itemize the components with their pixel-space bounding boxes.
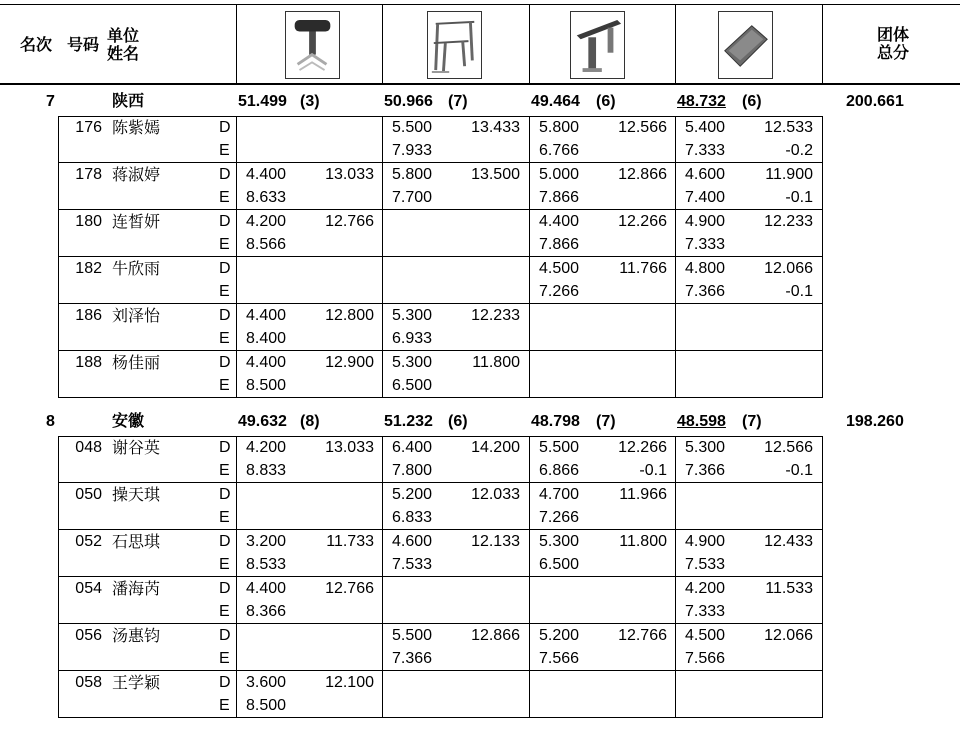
team-place-vault: (8) <box>300 413 320 430</box>
e-score: 7.866 <box>539 236 580 253</box>
team-place-floor: (6) <box>742 93 762 110</box>
penalty: -0.1 <box>785 462 813 479</box>
d-score: 4.800 <box>685 260 726 277</box>
team-score-bars: 51.232 <box>384 413 433 430</box>
d-score: 6.400 <box>392 439 433 456</box>
e-score: 7.566 <box>685 650 726 667</box>
d-score: 4.200 <box>685 580 726 597</box>
e-score: 7.533 <box>685 556 726 573</box>
number-header: 号码 <box>67 37 100 54</box>
athlete-name: 刘泽怡 <box>112 306 161 325</box>
e-score: 7.366 <box>392 650 433 667</box>
team-score-floor: 48.732 <box>677 93 726 110</box>
final-score: 13.433 <box>471 119 520 136</box>
athlete-number: 188 <box>75 354 102 371</box>
athlete-name: 牛欣雨 <box>112 259 161 278</box>
athlete-number: 050 <box>75 486 102 503</box>
d-score: 5.400 <box>685 119 726 136</box>
d-score: 3.200 <box>246 533 287 550</box>
e-score: 8.500 <box>246 377 287 394</box>
d-score: 4.900 <box>685 533 726 550</box>
balance-beam-icon <box>570 11 625 79</box>
team-total: 198.260 <box>846 413 904 430</box>
athlete-name: 石思琪 <box>112 532 161 551</box>
final-score: 12.766 <box>618 627 667 644</box>
e-score: 7.566 <box>539 650 580 667</box>
team-name: 陕西 <box>112 93 145 110</box>
e-score: 7.700 <box>392 189 433 206</box>
column-divider <box>822 436 823 718</box>
final-score: 12.800 <box>325 307 374 324</box>
e-score: 7.866 <box>539 189 580 206</box>
d-score: 4.600 <box>685 166 726 183</box>
final-score: 12.233 <box>471 307 520 324</box>
final-score: 12.566 <box>764 439 813 456</box>
d-score: 4.200 <box>246 213 287 230</box>
team-name: 安徽 <box>112 413 145 430</box>
athlete-number: 178 <box>75 166 102 183</box>
final-score: 13.033 <box>325 166 374 183</box>
e-score: 8.533 <box>246 556 287 573</box>
team-place-beam: (6) <box>596 93 616 110</box>
final-score: 11.533 <box>765 580 813 597</box>
final-score: 12.866 <box>471 627 520 644</box>
d-score: 4.400 <box>246 580 287 597</box>
athlete-number: 048 <box>75 439 102 456</box>
team-score-beam: 49.464 <box>531 93 580 110</box>
d-score: 5.500 <box>392 627 433 644</box>
team-rank: 7 <box>46 93 55 110</box>
execution-label: E <box>219 283 230 300</box>
e-score: 8.400 <box>246 330 287 347</box>
name-header: 姓名 <box>107 46 140 63</box>
final-score: 12.866 <box>618 166 667 183</box>
athlete-row <box>58 530 822 577</box>
execution-label: E <box>219 142 230 159</box>
final-score: 12.900 <box>325 354 374 371</box>
athlete-row <box>58 116 822 163</box>
e-score: 6.866 <box>539 462 580 479</box>
final-score: 11.800 <box>619 533 667 550</box>
athlete-number: 186 <box>75 307 102 324</box>
floor-exercise-icon <box>718 11 773 79</box>
athlete-row <box>58 624 822 671</box>
penalty: -0.1 <box>639 462 667 479</box>
athlete-row <box>58 163 822 210</box>
difficulty-label: D <box>219 119 231 136</box>
d-score: 4.500 <box>539 260 580 277</box>
athlete-row <box>58 210 822 257</box>
d-score: 4.500 <box>685 627 726 644</box>
e-score: 8.500 <box>246 697 287 714</box>
team-score-beam: 48.798 <box>531 413 580 430</box>
final-score: 12.066 <box>764 627 813 644</box>
final-score: 13.033 <box>325 439 374 456</box>
d-score: 4.900 <box>685 213 726 230</box>
e-score: 7.266 <box>539 283 580 300</box>
difficulty-label: D <box>219 580 231 597</box>
column-divider <box>822 116 823 398</box>
final-score: 11.966 <box>619 486 667 503</box>
e-score: 7.800 <box>392 462 433 479</box>
team-score-floor: 48.598 <box>677 413 726 430</box>
row-border <box>58 397 822 398</box>
difficulty-label: D <box>219 533 231 550</box>
d-score: 5.200 <box>392 486 433 503</box>
team-total: 200.661 <box>846 93 904 110</box>
penalty: -0.2 <box>785 142 813 159</box>
athlete-name: 蒋淑婷 <box>112 165 161 184</box>
execution-label: E <box>219 697 230 714</box>
difficulty-label: D <box>219 439 231 456</box>
athlete-name: 陈紫嫣 <box>112 118 161 137</box>
athlete-row <box>58 671 822 718</box>
athlete-number: 056 <box>75 627 102 644</box>
e-score: 8.366 <box>246 603 287 620</box>
team-place-beam: (7) <box>596 413 616 430</box>
difficulty-label: D <box>219 260 231 277</box>
d-score: 5.800 <box>392 166 433 183</box>
final-score: 12.566 <box>618 119 667 136</box>
final-score: 12.233 <box>764 213 813 230</box>
team-place-bars: (7) <box>448 93 468 110</box>
d-score: 4.600 <box>392 533 433 550</box>
e-score: 7.333 <box>685 236 726 253</box>
d-score: 5.200 <box>539 627 580 644</box>
athlete-name: 王学颖 <box>112 673 161 692</box>
d-score: 5.500 <box>539 439 580 456</box>
difficulty-label: D <box>219 213 231 230</box>
penalty: -0.1 <box>785 189 813 206</box>
execution-label: E <box>219 556 230 573</box>
e-score: 6.500 <box>539 556 580 573</box>
execution-label: E <box>219 377 230 394</box>
e-score: 7.266 <box>539 509 580 526</box>
d-score: 4.400 <box>246 166 287 183</box>
difficulty-label: D <box>219 627 231 644</box>
athlete-name: 汤惠钧 <box>112 626 161 645</box>
table-header <box>0 4 960 84</box>
final-score: 12.033 <box>471 486 520 503</box>
final-score: 11.900 <box>765 166 813 183</box>
athlete-name: 连皙妍 <box>112 212 161 231</box>
athlete-number: 182 <box>75 260 102 277</box>
execution-label: E <box>219 509 230 526</box>
d-score: 5.000 <box>539 166 580 183</box>
final-score: 12.533 <box>764 119 813 136</box>
final-score: 12.766 <box>325 213 374 230</box>
athlete-name: 操天琪 <box>112 485 161 504</box>
final-score: 11.733 <box>326 533 374 550</box>
execution-label: E <box>219 650 230 667</box>
final-score: 13.500 <box>471 166 520 183</box>
unit-header: 单位 <box>107 28 140 45</box>
team-score-vault: 49.632 <box>238 413 287 430</box>
athlete-name: 潘海芮 <box>112 579 161 598</box>
athlete-table <box>58 116 822 404</box>
team-total-header-line1: 团体 <box>877 27 910 44</box>
team-place-bars: (6) <box>448 413 468 430</box>
d-score: 5.500 <box>392 119 433 136</box>
team-place-vault: (3) <box>300 93 320 110</box>
execution-label: E <box>219 330 230 347</box>
team-rank: 8 <box>46 413 55 430</box>
final-score: 11.800 <box>472 354 520 371</box>
d-score: 3.600 <box>246 674 287 691</box>
athlete-name: 谢谷英 <box>112 438 161 457</box>
d-score: 5.300 <box>685 439 726 456</box>
d-score: 4.400 <box>246 307 287 324</box>
d-score: 5.300 <box>392 307 433 324</box>
difficulty-label: D <box>219 674 231 691</box>
e-score: 7.366 <box>685 283 726 300</box>
rank-header: 名次 <box>20 37 53 54</box>
athlete-name: 杨佳丽 <box>112 353 161 372</box>
e-score: 7.400 <box>685 189 726 206</box>
athlete-row <box>58 304 822 351</box>
d-score: 5.800 <box>539 119 580 136</box>
final-score: 12.266 <box>618 213 667 230</box>
athlete-row <box>58 577 822 624</box>
d-score: 4.200 <box>246 439 287 456</box>
athlete-table <box>58 436 822 724</box>
e-score: 7.366 <box>685 462 726 479</box>
e-score: 7.533 <box>392 556 433 573</box>
e-score: 7.333 <box>685 603 726 620</box>
final-score: 14.200 <box>471 439 520 456</box>
team-total-header-line2: 总分 <box>877 45 910 62</box>
execution-label: E <box>219 462 230 479</box>
vault-icon <box>285 11 340 79</box>
athlete-row <box>58 351 822 398</box>
d-score: 5.300 <box>539 533 580 550</box>
difficulty-label: D <box>219 354 231 371</box>
e-score: 6.500 <box>392 377 433 394</box>
e-score: 7.933 <box>392 142 433 159</box>
e-score: 6.766 <box>539 142 580 159</box>
team-score-vault: 51.499 <box>238 93 287 110</box>
execution-label: E <box>219 236 230 253</box>
athlete-row <box>58 483 822 530</box>
d-score: 4.400 <box>539 213 580 230</box>
final-score: 12.266 <box>618 439 667 456</box>
athlete-number: 176 <box>75 119 102 136</box>
e-score: 6.933 <box>392 330 433 347</box>
e-score: 7.333 <box>685 142 726 159</box>
execution-label: E <box>219 603 230 620</box>
e-score: 8.566 <box>246 236 287 253</box>
row-border <box>58 717 822 718</box>
athlete-number: 054 <box>75 580 102 597</box>
final-score: 12.433 <box>764 533 813 550</box>
e-score: 8.633 <box>246 189 287 206</box>
athlete-row <box>58 257 822 304</box>
final-score: 12.766 <box>325 580 374 597</box>
difficulty-label: D <box>219 307 231 324</box>
d-score: 5.300 <box>392 354 433 371</box>
difficulty-label: D <box>219 166 231 183</box>
team-place-floor: (7) <box>742 413 762 430</box>
d-score: 4.400 <box>246 354 287 371</box>
athlete-row <box>58 436 822 483</box>
athlete-number: 058 <box>75 674 102 691</box>
e-score: 6.833 <box>392 509 433 526</box>
penalty: -0.1 <box>785 283 813 300</box>
difficulty-label: D <box>219 486 231 503</box>
final-score: 11.766 <box>619 260 667 277</box>
final-score: 12.066 <box>764 260 813 277</box>
team-score-bars: 50.966 <box>384 93 433 110</box>
athlete-number: 180 <box>75 213 102 230</box>
final-score: 12.133 <box>471 533 520 550</box>
d-score: 4.700 <box>539 486 580 503</box>
execution-label: E <box>219 189 230 206</box>
e-score: 8.833 <box>246 462 287 479</box>
athlete-number: 052 <box>75 533 102 550</box>
uneven-bars-icon <box>427 11 482 79</box>
final-score: 12.100 <box>325 674 374 691</box>
